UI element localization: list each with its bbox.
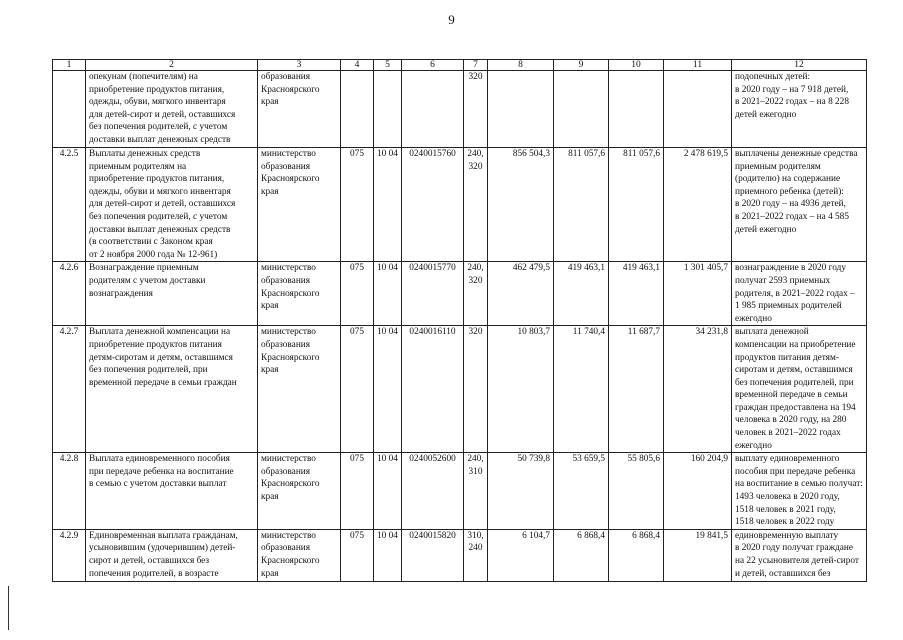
value-2021 bbox=[554, 71, 609, 148]
code-grbs: 075 bbox=[341, 262, 374, 326]
column-header-row bbox=[53, 60, 867, 71]
grbs-name: образования Красноярского края bbox=[258, 71, 341, 148]
value-2022: 55 805,6 bbox=[609, 453, 664, 530]
code-grbs: 075 bbox=[341, 326, 374, 453]
code-rzpr: 10 04 bbox=[374, 529, 402, 581]
column-header: 7 bbox=[464, 60, 488, 71]
code-csr: 0240015760 bbox=[402, 148, 464, 262]
value-2020: 462 479,5 bbox=[488, 262, 554, 326]
column-header: 1 bbox=[53, 60, 86, 71]
value-2022 bbox=[609, 71, 664, 148]
code-grbs bbox=[341, 71, 374, 148]
value-2021: 11 740,4 bbox=[554, 326, 609, 453]
row-number bbox=[53, 71, 86, 148]
code-csr bbox=[402, 71, 464, 148]
grbs-name: министерство образования Красноярского края bbox=[258, 262, 341, 326]
column-header: 11 bbox=[664, 60, 732, 71]
row-number: 4.2.9 bbox=[53, 529, 86, 581]
column-header: 2 bbox=[86, 60, 258, 71]
value-total: 2 478 619,5 bbox=[664, 148, 732, 262]
grbs-name: министерство образования Красноярского края bbox=[258, 453, 341, 530]
value-2022: 811 057,6 bbox=[609, 148, 664, 262]
column-header: 4 bbox=[341, 60, 374, 71]
binding-margin-line bbox=[8, 586, 9, 630]
code-rzpr bbox=[374, 71, 402, 148]
expected-result: выплата денежной компенсации на приобретение продуктов питания детям- сиротам и детям, оставшимся без попечения родителей, при временной передаче в семьи граждан предоставлена на 194 человека в 2020 году, на 280 человек в 2021–2022 годах ежегодно bbox=[732, 326, 867, 453]
value-2021: 419 463,1 bbox=[554, 262, 609, 326]
value-total: 160 204,9 bbox=[664, 453, 732, 530]
measure-name: Выплата единовременного пособия при передаче ребенка на воспитание в семью с учетом доставки выплат bbox=[86, 453, 258, 530]
code-csr: 0240015820 bbox=[402, 529, 464, 581]
value-total: 19 841,5 bbox=[664, 529, 732, 581]
expected-result: подопечных детей: в 2020 году – на 7 918 детей, в 2021–2022 годах – на 8 228 детей ежегодно bbox=[732, 71, 867, 148]
grbs-name: министерство образования Красноярского края bbox=[258, 148, 341, 262]
code-vr: 240, 320 bbox=[464, 262, 488, 326]
code-rzpr: 10 04 bbox=[374, 326, 402, 453]
table-row bbox=[53, 326, 867, 453]
expected-result: вознаграждение в 2020 году получат 2593 приемных родителя, в 2021–2022 годах – 1 985 приемных родителей ежегодно bbox=[732, 262, 867, 326]
value-2020: 856 504,3 bbox=[488, 148, 554, 262]
measure-name: опекунам (попечителям) на приобретение продуктов питания, одежды, обуви, мягкого инвентаря для детей-сирот и детей, оставшихся без попечения родителей, с учетом доставки выплат денежных средств bbox=[86, 71, 258, 148]
row-number: 4.2.6 bbox=[53, 262, 86, 326]
expected-result: единовременную выплату в 2020 году получат граждане на 22 усыновителя детей-сирот и детей, оставшихся без bbox=[732, 529, 867, 581]
column-header: 8 bbox=[488, 60, 554, 71]
value-2022: 6 868,4 bbox=[609, 529, 664, 581]
value-total: 34 231,8 bbox=[664, 326, 732, 453]
code-vr: 320 bbox=[464, 326, 488, 453]
grbs-name: министерство образования Красноярского края bbox=[258, 529, 341, 581]
value-total bbox=[664, 71, 732, 148]
code-vr: 240, 310 bbox=[464, 453, 488, 530]
value-2021: 811 057,6 bbox=[554, 148, 609, 262]
value-total: 1 301 405,7 bbox=[664, 262, 732, 326]
code-rzpr: 10 04 bbox=[374, 148, 402, 262]
measure-name: Выплаты денежных средств приемным родителям на приобретение продуктов питания, одежды, обуви и мягкого инвентаря для детей-сирот и детей, оставшихся без попечения родителей, с учетом доставки выплат денежных средств (в соответствии с Законом края от 2 ноября 2000 года № 12-961) bbox=[86, 148, 258, 262]
expected-result: выплату единовременного пособия при передаче ребенка на воспитание в семью получат: 1493 человека в 2020 году, 1518 человек в 2021 году, 1518 человек в 2022 году bbox=[732, 453, 867, 530]
value-2020 bbox=[488, 71, 554, 148]
row-number: 4.2.8 bbox=[53, 453, 86, 530]
code-csr: 0240016110 bbox=[402, 326, 464, 453]
expected-result: выплачены денежные средства приемным родителям (родителю) на содержание приемного ребенка (детей): в 2020 году – на 4936 детей, в 2021–2022 годах – на 4 585 детей ежегодно bbox=[732, 148, 867, 262]
code-grbs: 075 bbox=[341, 453, 374, 530]
measure-name: Вознаграждение приемным родителям с учетом доставки вознаграждения bbox=[86, 262, 258, 326]
code-grbs: 075 bbox=[341, 529, 374, 581]
code-csr: 0240052600 bbox=[402, 453, 464, 530]
code-vr: 320 bbox=[464, 71, 488, 148]
value-2020: 10 803,7 bbox=[488, 326, 554, 453]
value-2020: 6 104,7 bbox=[488, 529, 554, 581]
code-rzpr: 10 04 bbox=[374, 453, 402, 530]
column-header: 6 bbox=[402, 60, 464, 71]
code-rzpr: 10 04 bbox=[374, 262, 402, 326]
column-header: 12 bbox=[732, 60, 867, 71]
row-number: 4.2.5 bbox=[53, 148, 86, 262]
column-header: 9 bbox=[554, 60, 609, 71]
row-number: 4.2.7 bbox=[53, 326, 86, 453]
code-vr: 310, 240 bbox=[464, 529, 488, 581]
column-header: 5 bbox=[374, 60, 402, 71]
value-2022: 11 687,7 bbox=[609, 326, 664, 453]
value-2020: 50 739,8 bbox=[488, 453, 554, 530]
column-header: 10 bbox=[609, 60, 664, 71]
code-csr: 0240015770 bbox=[402, 262, 464, 326]
table-row bbox=[53, 71, 867, 148]
table-row bbox=[53, 262, 867, 326]
code-grbs: 075 bbox=[341, 148, 374, 262]
value-2021: 53 659,5 bbox=[554, 453, 609, 530]
grbs-name: министерство образования Красноярского края bbox=[258, 326, 341, 453]
table-row bbox=[53, 453, 867, 530]
value-2021: 6 868,4 bbox=[554, 529, 609, 581]
code-vr: 240, 320 bbox=[464, 148, 488, 262]
measure-name: Единовременная выплата гражданам, усыновившим (удочерившим) детей- сирот и детей, оставшихся без попечения родителей, в возрасте bbox=[86, 529, 258, 581]
program-table bbox=[52, 59, 867, 582]
table-row bbox=[53, 148, 867, 262]
column-header: 3 bbox=[258, 60, 341, 71]
table-row bbox=[53, 529, 867, 581]
page-number: 9 bbox=[448, 12, 455, 27]
measure-name: Выплата денежной компенсации на приобретение продуктов питания детям-сиротам и детям, оставшимся без попечения родителей, при временной передаче в семьи граждан bbox=[86, 326, 258, 453]
value-2022: 419 463,1 bbox=[609, 262, 664, 326]
